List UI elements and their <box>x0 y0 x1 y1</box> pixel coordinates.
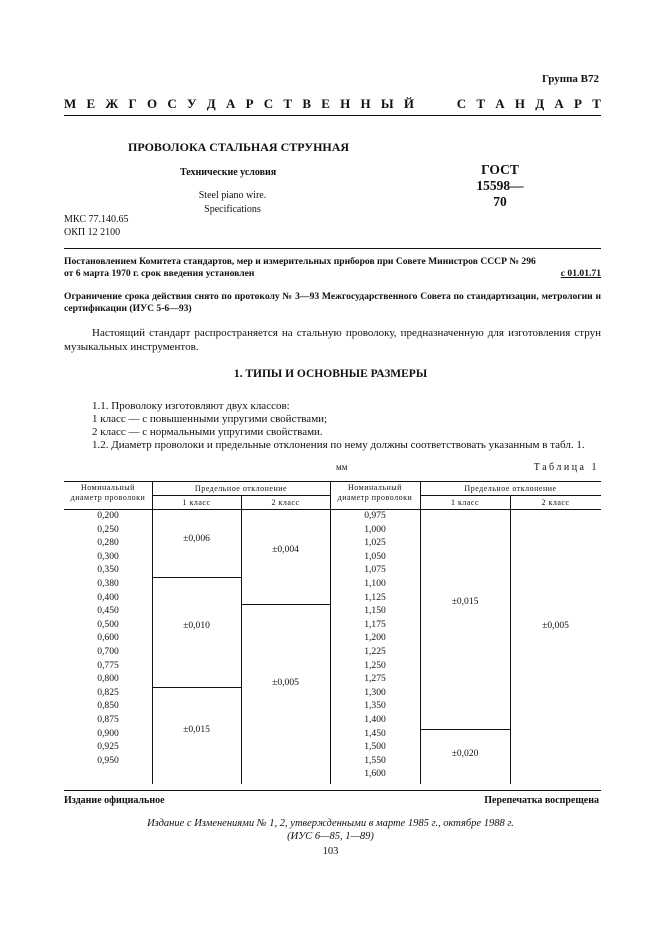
decree-date: с 01.01.71 <box>560 268 601 279</box>
diameter-value: 0,925 <box>97 741 119 753</box>
header-deviation-right: Предельное отклонение <box>464 484 557 493</box>
header-letter: Ж <box>105 96 119 111</box>
header-letter: Й <box>403 96 414 111</box>
gost-code <box>470 162 530 210</box>
diameter-value: 1,600 <box>364 768 386 780</box>
dev-l1-a: ±0,006 <box>183 533 210 544</box>
diameter-value: 1,275 <box>364 673 386 685</box>
diameter-value: 1,550 <box>364 754 386 766</box>
mks-code: МКС 77.140.65 <box>64 214 129 225</box>
header-letter: Ы <box>380 96 394 111</box>
diameter-value: 1,500 <box>364 741 386 753</box>
header-letter: Д <box>206 96 216 111</box>
dev-l2-b: ±0,005 <box>272 677 299 688</box>
header-letter: Т <box>283 96 293 111</box>
diameter-value: 1,400 <box>364 713 386 725</box>
header-letter: Р <box>574 96 582 111</box>
header-letter: Е <box>86 96 96 111</box>
sep-l1-b <box>152 687 241 688</box>
diameter-value: 0,300 <box>97 550 119 562</box>
col-line-5 <box>510 495 511 784</box>
header-letter: Н <box>360 96 371 111</box>
diameter-value: 1,450 <box>364 727 386 739</box>
header-letter: С <box>456 96 467 111</box>
header-class1-right: 1 класс <box>450 498 480 507</box>
dev-r1-a: ±0,015 <box>451 596 479 607</box>
document-subtitle: Технические условия <box>180 167 277 178</box>
sep-l2-a <box>241 604 330 605</box>
header-letter <box>440 96 446 112</box>
table-title: Таблица 1 <box>533 462 599 473</box>
header-letter: О <box>147 96 158 111</box>
header-rule <box>64 115 601 116</box>
limit-paragraph: Ограничение срока действия снято по протоколу № 3—93 Межгосударственного Совета по стандартизации, метрологии и сертификации (ИУС 5-6—93) <box>64 291 601 314</box>
diameter-value: 1,100 <box>364 577 386 589</box>
diameter-value: 0,900 <box>97 727 119 739</box>
header-letter: С <box>167 96 177 111</box>
header-letter: У <box>187 96 197 111</box>
diameter-value: 0,400 <box>97 591 119 603</box>
edition-line2: (ИУС 6—85, 1—89) <box>287 831 374 842</box>
diameter-value: 0,950 <box>97 754 119 766</box>
decree-line1: Постановлением Комитета стандартов, мер и измерительных приборов при Совете Министров СССР № 296 <box>64 256 536 267</box>
diameter-value: 1,300 <box>364 686 386 698</box>
gost-number: 15598—70 <box>476 178 524 209</box>
header-letter: Н <box>514 96 525 111</box>
header-letter: А <box>225 96 236 111</box>
col-line-4 <box>420 481 421 784</box>
diameter-value: 0,775 <box>97 659 119 671</box>
header-letter: В <box>302 96 311 111</box>
footer-rule <box>64 790 601 791</box>
diameter-value: 1,075 <box>364 564 386 576</box>
diameter-value: 1,250 <box>364 659 386 671</box>
header-nominal: Номинальный диаметр проволоки <box>70 483 146 502</box>
diameter-value: 0,825 <box>97 686 119 698</box>
decree-line2: от 6 марта 1970 г. срок введения установлен <box>64 268 255 279</box>
group-code: Группа В72 <box>541 73 599 85</box>
diameter-value: 1,200 <box>364 632 386 644</box>
header-nominal-right: Номинальный диаметр проволоки <box>337 483 413 502</box>
edition-note <box>0 817 661 843</box>
header-class1-left: 1 класс <box>182 498 211 507</box>
diameter-value: 0,350 <box>97 564 119 576</box>
diameter-value: 0,600 <box>97 632 119 644</box>
diameter-value: 0,875 <box>97 713 119 725</box>
paragraph-1-1: 1.1. Проволоку изготовляют двух классов: <box>92 400 290 412</box>
dev-r1-b: ±0,020 <box>451 748 479 759</box>
header-letter: Н <box>340 96 351 111</box>
page-number: 103 <box>322 846 339 857</box>
paragraph-class2: 2 класс — с нормальными упругими свойствами. <box>92 426 323 438</box>
edition-line1: Издание с Изменениями № 1, 2, утвержденными в марте 1985 г., октябре 1988 г. <box>147 818 514 829</box>
col-line-1 <box>152 481 153 784</box>
diameter-value: 1,150 <box>364 605 386 617</box>
meta-rule <box>64 248 601 249</box>
diameter-value: 0,975 <box>364 510 386 521</box>
diameter-value: 0,250 <box>97 523 119 535</box>
header-letter: С <box>263 96 274 111</box>
header-letter: Е <box>321 96 330 111</box>
diameter-value: 0,800 <box>97 673 119 685</box>
english-title <box>185 189 280 217</box>
header-letter: А <box>554 96 564 111</box>
right-diameter-column <box>330 509 420 781</box>
header-letter: Т <box>592 96 601 111</box>
intro-paragraph: Настоящий стандарт распространяется на стальную проволоку, предназначенную для изготовления струн музыкальных инструментов. <box>64 327 601 353</box>
header-letter: Д <box>535 96 545 111</box>
dev-l1-c: ±0,015 <box>183 724 210 735</box>
diameter-value: 0,850 <box>97 700 119 712</box>
decree-paragraph <box>64 256 601 280</box>
sep-l1-a <box>152 577 241 578</box>
header-letter: Р <box>245 96 254 111</box>
header-letter: М <box>64 96 77 111</box>
okp-code: ОКП 12 2100 <box>64 227 121 238</box>
dev-l2-a: ±0,004 <box>272 544 299 555</box>
gost-label: ГОСТ <box>481 162 519 177</box>
reprint-forbidden: Перепечатка воспрещена <box>484 795 599 806</box>
english-title-line2: Specifications <box>204 204 261 215</box>
interstate-standard-header <box>64 96 601 112</box>
header-class2-right: 2 класс <box>541 498 570 507</box>
diameter-value: 0,450 <box>97 605 119 617</box>
col-line-2 <box>241 495 242 784</box>
diameter-value: 0,700 <box>97 645 119 657</box>
diameter-value: 0,500 <box>97 618 119 630</box>
diameter-value: 1,050 <box>364 550 386 562</box>
header-letter: Т <box>476 96 485 111</box>
header-deviation-left: Предельное отклонение <box>194 484 288 493</box>
table-top-border <box>64 481 601 482</box>
left-diameter-column <box>64 509 152 767</box>
paragraph-class1: 1 класс — с повышенными упругими свойствами; <box>92 413 328 425</box>
document-title: ПРОВОЛОКА СТАЛЬНАЯ СТРУННАЯ <box>128 140 350 154</box>
english-title-line1: Steel piano wire. <box>198 190 267 201</box>
diameter-value: 1,225 <box>364 645 386 657</box>
diameter-value: 1,025 <box>364 537 386 549</box>
section-title: 1. ТИПЫ И ОСНОВНЫЕ РАЗМЕРЫ <box>233 368 428 380</box>
header-letter: А <box>495 96 505 111</box>
official-edition: Издание официальное <box>64 795 165 806</box>
diameter-value: 0,280 <box>97 537 119 549</box>
diameter-value: 0,380 <box>97 577 119 589</box>
diameter-value: 1,350 <box>364 700 386 712</box>
header-class2-left: 2 класс <box>271 498 300 507</box>
header-letter: Г <box>128 96 137 111</box>
diameter-value: 1,125 <box>364 591 386 603</box>
header-letter <box>424 96 430 112</box>
dev-l1-b: ±0,010 <box>183 620 210 631</box>
classification-codes <box>64 213 128 239</box>
paragraph-1-2: 1.2. Диаметр проволоки и предельные отклонения по нему должны соответствовать указанным в табл. 1. <box>92 439 585 451</box>
diameter-value: 1,175 <box>364 618 386 630</box>
sep-r1-a <box>420 729 510 730</box>
dev-r2: ±0,005 <box>542 620 569 631</box>
table-1 <box>64 481 601 784</box>
diameter-value: 0,200 <box>97 510 119 521</box>
unit-label: мм <box>336 462 348 472</box>
diameter-value: 1,000 <box>364 523 386 535</box>
